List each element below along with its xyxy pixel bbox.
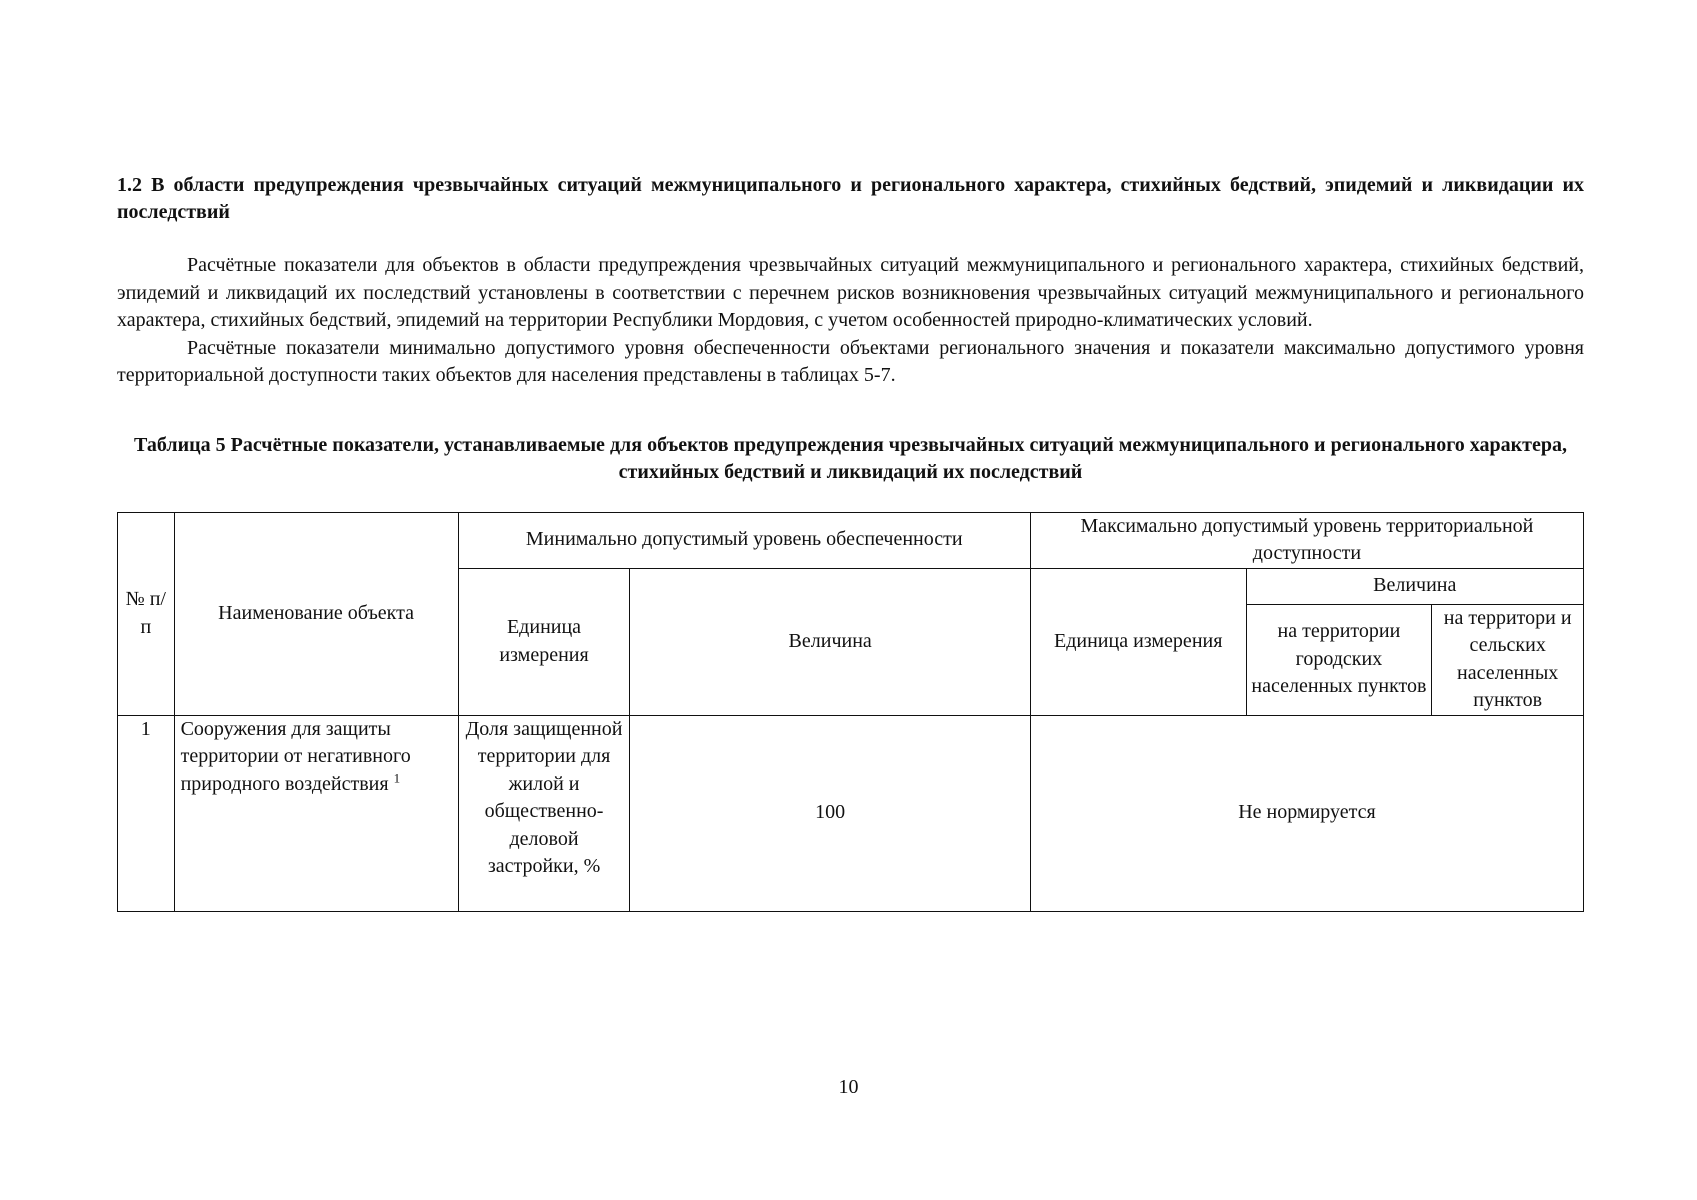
header-max-value: Величина [1246,568,1583,604]
paragraph-1: Расчётные показатели для объектов в области предупреждения чрезвычайных ситуаций межмуниципального и регионального характера, стихийных бедствий, эпидемий и ликвидаций их последствий установлены в соответствии с перечнем рисков возникновения чрезвычайных ситуаций межмуниципального и регионального характера, стихийных бедствий, эпидемий на территории Республики Мордовия, с учетом особенностей природно-климатических условий. [117,254,1584,331]
row-name-cell [174,715,458,911]
row-value: 100 [630,715,1030,911]
indicators-table [117,512,1584,912]
header-max-group: Максимально допустимый уровень территориальной доступности [1030,512,1583,568]
header-min-group: Минимально допустимый уровень обеспеченности [458,512,1030,568]
page-number: 10 [838,1076,859,1098]
header-num: № п/п [118,512,175,715]
header-max-unit: Единица измерения [1030,568,1246,715]
row-num: 1 [118,715,175,911]
paragraph-2: Расчётные показатели минимально допустимого уровня обеспеченности объектами регионального значения и показатели максимально допустимого уровня территориальной доступности таких объектов для населения представлены в таблицах 5-7. [117,336,1584,386]
section-heading: 1.2 В области предупреждения чрезвычайных ситуаций межмуниципального и регионального характера, стихийных бедствий, эпидемий и ликвидации их последствий [117,174,1584,223]
header-rural: на территори и сельских населенных пунктов [1432,604,1584,715]
header-value: Величина [630,568,1030,715]
table-caption: Таблица 5 Расчётные показатели, устанавливаемые для объектов предупреждения чрезвычайных ситуаций межмуниципального и регионального характера, стихийных бедствий и ликвидаций их последствий [134,433,1567,483]
document-page [117,172,1584,912]
header-unit: Единица измерения [458,568,630,715]
row-unit: Доля защищенной территории для жилой и общественно-деловой застройки, % [458,715,630,911]
header-urban: на территории городских населенных пунктов [1246,604,1432,715]
row-name: Сооружения для защиты территории от негативного природного воздействия [180,717,411,795]
row-max: Не нормируется [1030,715,1583,911]
header-name: Наименование объекта [174,512,458,715]
footnote-mark: 1 [393,769,401,785]
table-row [118,715,1584,911]
